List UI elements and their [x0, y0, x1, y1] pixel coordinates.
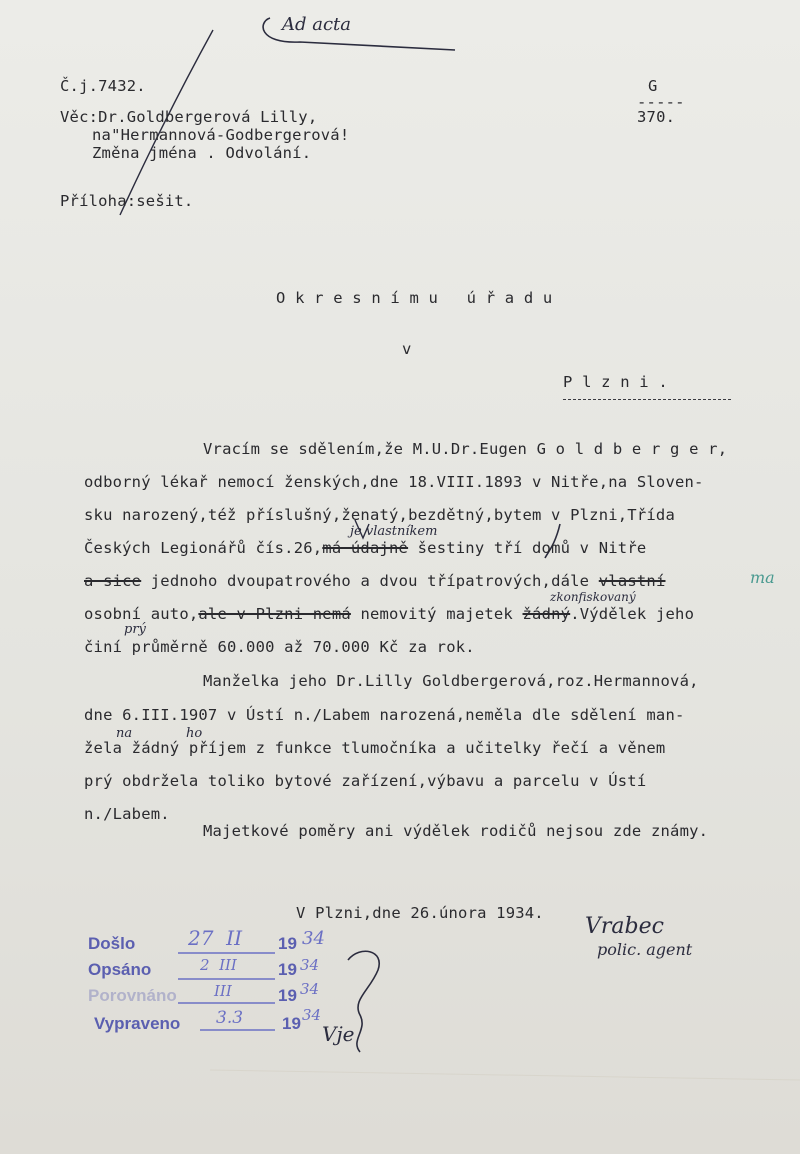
struck-text: má údajně: [322, 539, 409, 557]
stamp-label: Porovnáno: [88, 986, 177, 1005]
addressee-line-3: P l z n i .: [563, 373, 668, 391]
body-line: n./Labem.: [84, 805, 170, 823]
body-text: nemovitý majetek: [360, 605, 513, 623]
stamp-date: III: [214, 982, 232, 1000]
stamp-label: Došlo: [88, 934, 136, 953]
body-text: osobní auto,: [84, 605, 199, 623]
stamp-label: Opsáno: [88, 960, 152, 979]
signature-title: polic. agent: [597, 940, 693, 959]
addressee-line-1: O k r e s n í m u ú ř a d u: [276, 289, 553, 307]
body-line: [84, 572, 666, 590]
handwritten-correction: na: [116, 726, 133, 741]
stamp-year: 19: [278, 986, 297, 1005]
body-line: odborný lékař nemocí ženských,dne 18.VIII.1893 v Nitře,na Sloven-: [84, 473, 704, 491]
stamp-year-suffix: 34: [300, 956, 320, 974]
handwritten-correction: prý: [124, 622, 146, 637]
subject-line-3: Změna jména . Odvolání.: [92, 144, 312, 162]
fold-line: [210, 1070, 800, 1080]
struck-text: vlastní: [598, 572, 666, 590]
margin-correction: ma: [750, 568, 775, 587]
stamp-year: 19: [278, 934, 297, 953]
addressee-underline: [563, 399, 731, 400]
addressee-line-2: v: [402, 340, 412, 358]
body-text: .Výdělek jeho: [570, 605, 695, 623]
body-text: jednoho dvoupatrového a dvou třípatrových,dále: [150, 572, 590, 590]
subject-line-1: Věc:Dr.Goldbergerová Lilly,: [60, 108, 318, 126]
stamp-year-suffix: 34: [302, 928, 325, 949]
ad-acta-annotation: Ad acta: [282, 14, 352, 35]
body-line: [84, 605, 694, 623]
attachment-note: Příloha:sešit.: [60, 192, 194, 210]
stamp-date: 2 III: [200, 956, 237, 974]
body-text: šestiny tří domů v Nitře: [417, 539, 647, 557]
body-line: činí průměrně 60.000 až 70.000 Kč za rok.: [84, 638, 475, 656]
subject-line-2: na"Hermannová-Godbergerová!: [92, 126, 350, 144]
handwritten-correction: ho: [186, 726, 203, 741]
struck-text: ale v Plzni nemá: [198, 605, 351, 623]
body-line: Vracím se sdělením,že M.U.Dr.Eugen G o l d b e r g e r,: [203, 440, 728, 458]
body-text: Českých Legionářů čís.26,: [84, 539, 323, 557]
body-line: Majetkové poměry ani výdělek rodičů nejsou zde známy.: [203, 822, 709, 840]
marker-letter: G: [648, 77, 658, 95]
body-line: [84, 539, 646, 557]
stamp-year: 19: [278, 960, 297, 979]
marker-dashes: -----: [637, 93, 685, 111]
struck-text: žádný: [522, 605, 571, 623]
stamp-year-suffix: 34: [302, 1006, 322, 1024]
stamp-year: 19: [282, 1014, 301, 1033]
marker-number: 370.: [637, 108, 676, 126]
body-line: prý obdržela toliko bytové zařízení,výbavu a parcelu v Ústí: [84, 772, 647, 790]
body-line: sku narozený,též příslušný,ženatý,bezdětný,bytem v Plzni,Třída: [84, 506, 675, 524]
body-line: žela žádný příjem z funkce tlumočníka a učitelky řečí a věnem: [84, 739, 666, 757]
place-date: V Plzni,dne 26.února 1934.: [296, 904, 544, 922]
body-line: Manželka jeho Dr.Lilly Goldbergerová,roz.Hermannová,: [203, 672, 699, 690]
struck-text: a sice: [84, 572, 142, 590]
handwritten-correction: je vlastníkem: [350, 524, 438, 539]
stamp-date: 3.3: [216, 1008, 244, 1028]
signature: Vrabec: [585, 914, 664, 939]
reference-number: Č.j.7432.: [60, 77, 146, 95]
initials: Vje: [322, 1022, 355, 1046]
handwritten-correction: zkonfiskovaný: [550, 590, 636, 604]
body-line: dne 6.III.1907 v Ústí n./Labem narozená,neměla dle sdělení man-: [84, 706, 685, 724]
stamp-year-suffix: 34: [300, 980, 320, 998]
stamp-label: Vypraveno: [94, 1014, 181, 1033]
stamp-date: 27 II: [188, 926, 242, 950]
